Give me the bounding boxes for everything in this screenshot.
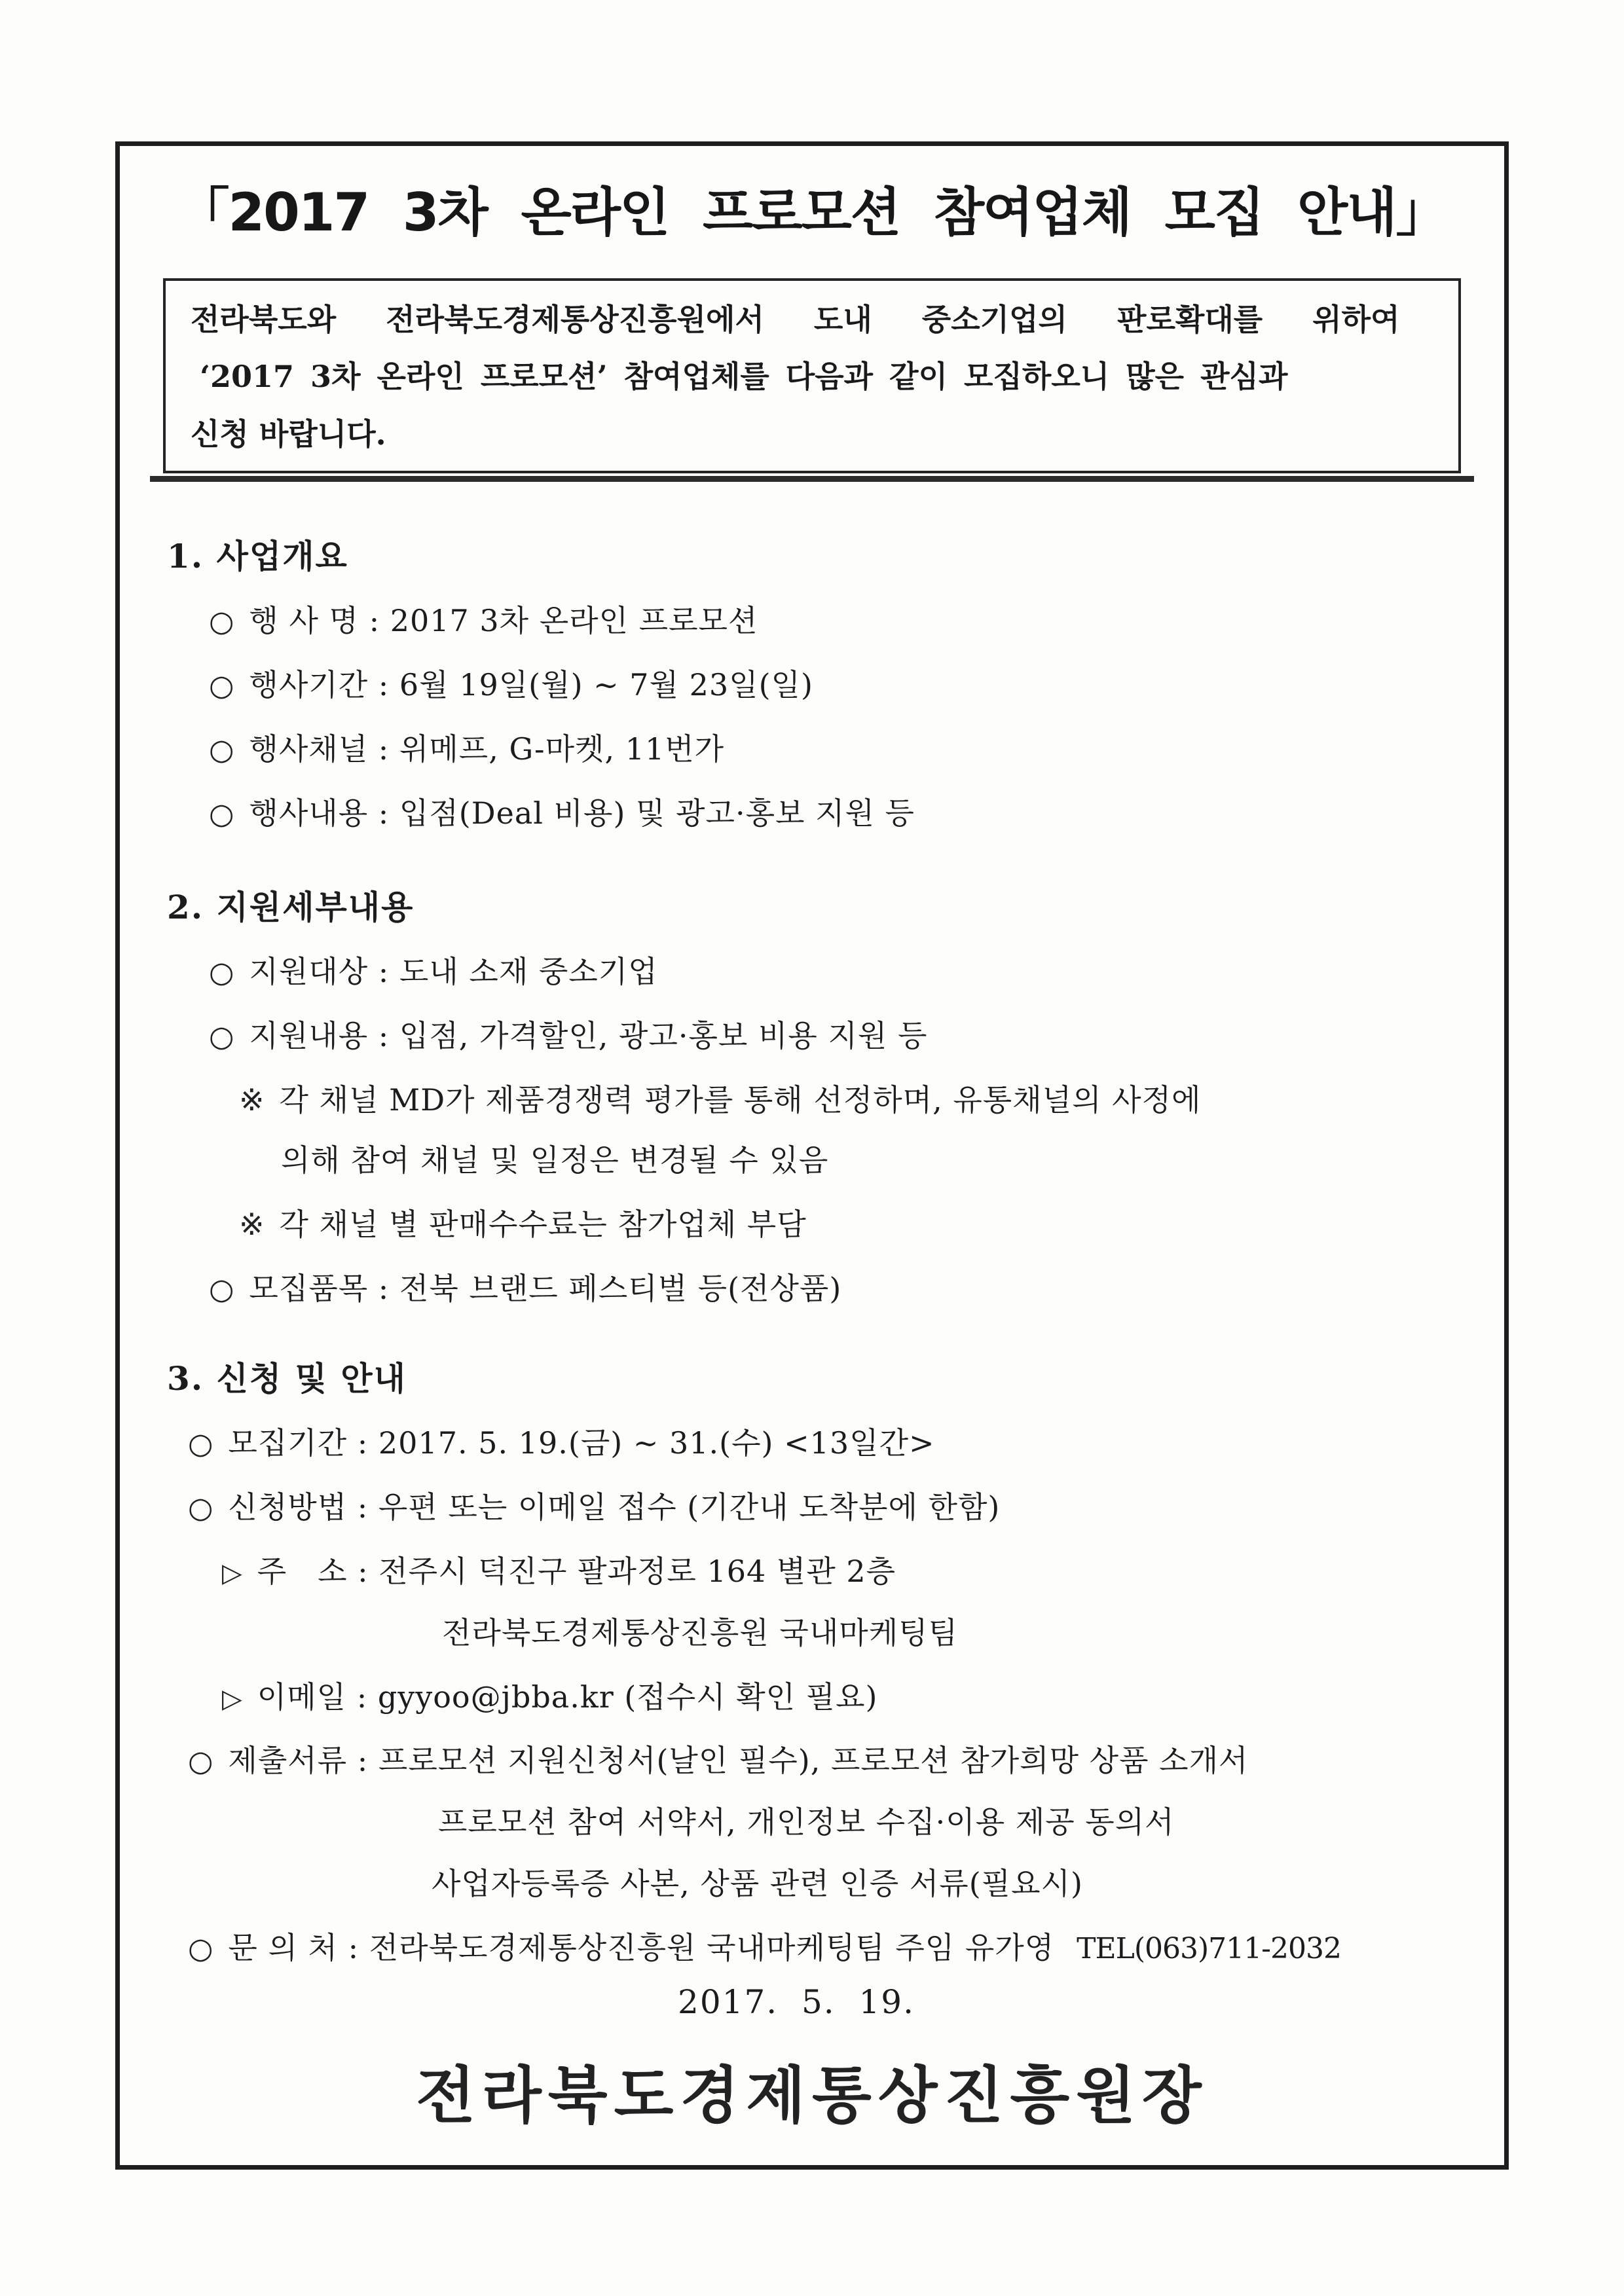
item-text: 사업자등록증 사본, 상품 관련 인증 서류(필요시): [432, 1866, 1083, 1902]
intro-line: ‘2017 3차 온라인 프로모션’ 참여업체를 다음과 같이 모집하오니 많은 관심과: [200, 359, 1288, 395]
item-text: 지원내용 : 입점, 가격할인, 광고·홍보 비용 지원 등: [249, 1017, 928, 1053]
list-item: [162, 666, 1462, 704]
item-text: 주 소 : 전주시 덕진구 팔과정로 164 별관 2층: [257, 1553, 896, 1589]
item-text: 신청방법 : 우편 또는 이메일 접수 (기간내 도착분에 한함): [228, 1489, 1001, 1525]
page-title: 「2017 3차 온라인 프로모션 참여업체 모집 안내」: [177, 182, 1447, 243]
list-item: [162, 1425, 1462, 1463]
circle-bullet-icon: ○: [188, 1427, 214, 1461]
section-application-info: [162, 1359, 1462, 1968]
item-text: 문 의 처 : 전라북도경제통상진흥원 국내마케팅팀 주임 유가영: [228, 1930, 1055, 1966]
list-item-note: [162, 1082, 1462, 1120]
list-item-sub: [162, 1679, 1462, 1717]
list-item-continuation: [162, 1804, 1462, 1842]
reference-mark-icon: ※: [239, 1082, 265, 1118]
intro-line: 전라북도와 전라북도경제통상진흥원에서 도내 중소기업의 판로확대를 위하여: [191, 302, 1400, 337]
date-line: 2017. 5. 19.: [678, 1983, 915, 2022]
item-text: 프로모션 참여 서약서, 개인정보 수집·이용 제공 동의서: [438, 1804, 1175, 1840]
circle-bullet-icon: ○: [209, 605, 235, 639]
item-text: 지원대상 : 도내 소재 중소기업: [249, 953, 658, 989]
list-item: [162, 953, 1462, 991]
circle-bullet-icon: ○: [209, 797, 235, 831]
intro-line: 신청 바랍니다.: [191, 416, 386, 452]
sections: [120, 537, 1504, 1967]
item-text: 행 사 명 : 2017 3차 온라인 프로모션: [249, 603, 758, 639]
section-heading: 1. 사업개요: [167, 537, 348, 576]
item-text: 모집품목 : 전북 브랜드 페스티벌 등(전상품): [249, 1270, 842, 1306]
list-item-contact: [162, 1929, 1462, 1967]
circle-bullet-icon: ○: [188, 1932, 214, 1966]
section-overview: [162, 537, 1462, 833]
item-text: 각 채널 별 판매수수료는 참가업체 부담: [279, 1206, 807, 1242]
list-item: [162, 731, 1462, 769]
item-text: 제출서류 : 프로모션 지원신청서(날인 필수), 프로모션 참가희망 상품 소개서: [228, 1743, 1249, 1779]
list-item: [162, 1742, 1462, 1780]
signature-line: 전라북도경제통상진흥원장: [416, 2060, 1208, 2132]
list-item-continuation: [162, 1142, 1462, 1180]
phone-number: TEL(063)711-2032: [1077, 1932, 1341, 1966]
section-heading: 2. 지원세부내용: [167, 887, 415, 926]
list-item: [162, 1017, 1462, 1055]
triangle-bullet-icon: ▷: [222, 1558, 243, 1588]
circle-bullet-icon: ○: [209, 669, 235, 703]
item-text: 전라북도경제통상진흥원 국내마케팅팀: [442, 1614, 959, 1650]
circle-bullet-icon: ○: [209, 1272, 235, 1306]
circle-bullet-icon: ○: [188, 1491, 214, 1525]
list-item-note: [162, 1206, 1462, 1244]
item-text: 각 채널 MD가 제품경쟁력 평가를 통해 선정하며, 유통채널의 사정에: [279, 1082, 1202, 1118]
list-item: [162, 602, 1462, 640]
item-text: 행사내용 : 입점(Deal 비용) 및 광고·홍보 지원 등: [249, 795, 915, 831]
circle-bullet-icon: ○: [209, 955, 235, 989]
list-item-continuation: [162, 1614, 1462, 1652]
list-item: [162, 1489, 1462, 1527]
list-item-continuation: [162, 1865, 1462, 1903]
list-item: [162, 1270, 1462, 1308]
item-text: 의해 참여 채널 및 일정은 변경될 수 있음: [281, 1142, 829, 1178]
item-text: 모집기간 : 2017. 5. 19.(금) ~ 31.(수) <13일간>: [228, 1425, 935, 1461]
circle-bullet-icon: ○: [209, 733, 235, 767]
intro-box: [163, 278, 1461, 473]
outer-box: [115, 141, 1509, 2170]
divider-rule: [150, 476, 1474, 482]
circle-bullet-icon: ○: [209, 1019, 235, 1053]
section-heading: 3. 신청 및 안내: [167, 1358, 407, 1398]
circle-bullet-icon: ○: [188, 1745, 214, 1779]
item-text: 행사기간 : 6월 19일(월) ~ 7월 23일(일): [249, 667, 813, 703]
item-text: 행사채널 : 위메프, G-마켓, 11번가: [249, 731, 725, 767]
triangle-bullet-icon: ▷: [222, 1683, 243, 1714]
item-text: 이메일 : gyyoo@jbba.kr (접수시 확인 필요): [257, 1679, 878, 1715]
list-item-sub: [162, 1553, 1462, 1591]
section-support-details: [162, 888, 1462, 1308]
list-item: [162, 795, 1462, 833]
reference-mark-icon: ※: [239, 1206, 265, 1242]
